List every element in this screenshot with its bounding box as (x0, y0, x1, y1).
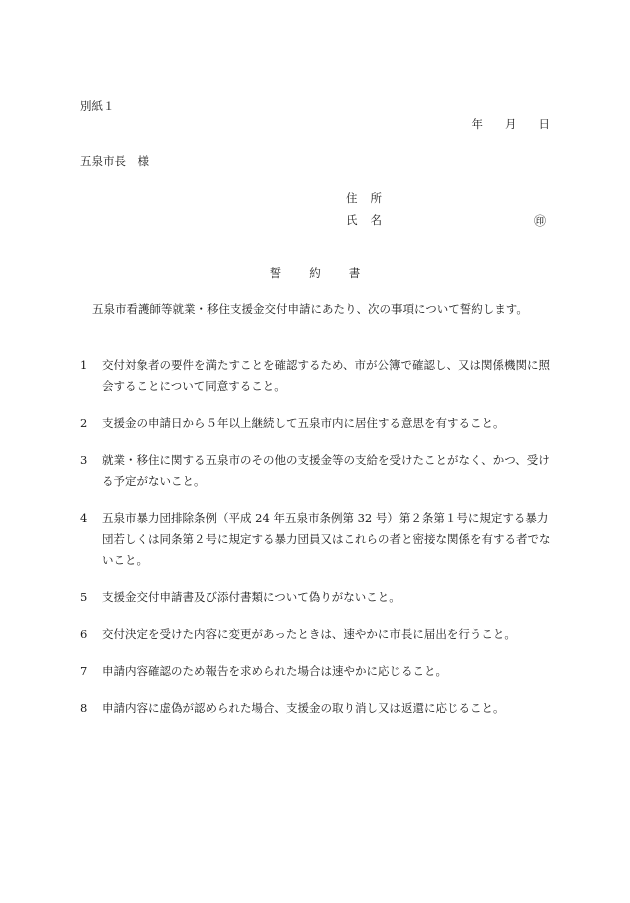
annex-label: 別紙１ (80, 99, 115, 113)
signature-block (346, 190, 546, 234)
item-text: 就業・移住に関する五泉市のその他の支援金等の支給を受けたことがなく、かつ、受ける予定がないこと。 (102, 453, 550, 488)
item-number: 6 (80, 627, 88, 641)
item-text: 申請内容に虚偽が認められた場合、支援金の取り消し又は返還に応じること。 (102, 701, 505, 715)
item-number: 1 (80, 358, 88, 372)
item-text: 交付決定を受けた内容に変更があったときは、速やかに市長に届出を行うこと。 (102, 627, 516, 641)
list-item (80, 413, 552, 434)
list-item (80, 450, 552, 492)
date-line (472, 116, 551, 132)
item-number: 5 (80, 590, 88, 604)
name-label: 氏名 (346, 213, 395, 227)
item-number: 8 (80, 701, 88, 715)
list-item (80, 508, 552, 571)
date-month: 月 (505, 117, 517, 131)
address-label: 住所 (346, 191, 395, 205)
title-text: 誓約書 (269, 266, 389, 280)
addressee: 五泉市長 様 (80, 154, 149, 168)
item-number: 3 (80, 453, 88, 467)
name-row (346, 212, 546, 234)
item-text: 交付対象者の要件を満たすことを確認するため、市が公簿で確認し、又は関係機関に照会することについて同意すること。 (102, 358, 551, 393)
intro-paragraph: 五泉市看護師等就業・移住支援金交付申請にあたり、次の事項について誓約します。 (92, 302, 528, 316)
item-text: 五泉市暴力団排除条例（平成 24 年五泉市条例第 32 号）第２条第１号に規定する暴力団若しくは同条第２号に規定する暴力団員又はこれらの者と密接な関係を有する者でないこと。 (102, 511, 551, 567)
date-year: 年 (471, 117, 483, 131)
list-item (80, 587, 552, 608)
item-text: 支援金交付申請書及び添付書類について偽りがないこと。 (102, 590, 401, 604)
item-number: 2 (80, 416, 88, 430)
list-item (80, 661, 552, 682)
list-item (80, 355, 552, 397)
list-item (80, 698, 552, 719)
address-row (346, 190, 546, 212)
document-title (0, 265, 630, 281)
date-day: 日 (538, 117, 550, 131)
item-text: 支援金の申請日から５年以上継続して五泉市内に居住する意思を有すること。 (102, 416, 505, 430)
seal-icon: ㊞ (533, 214, 546, 228)
pledge-list (80, 355, 552, 735)
list-item (80, 624, 552, 645)
item-number: 4 (80, 511, 88, 525)
item-number: 7 (80, 664, 88, 678)
item-text: 申請内容確認のため報告を求められた場合は速やかに応じること。 (102, 664, 447, 678)
